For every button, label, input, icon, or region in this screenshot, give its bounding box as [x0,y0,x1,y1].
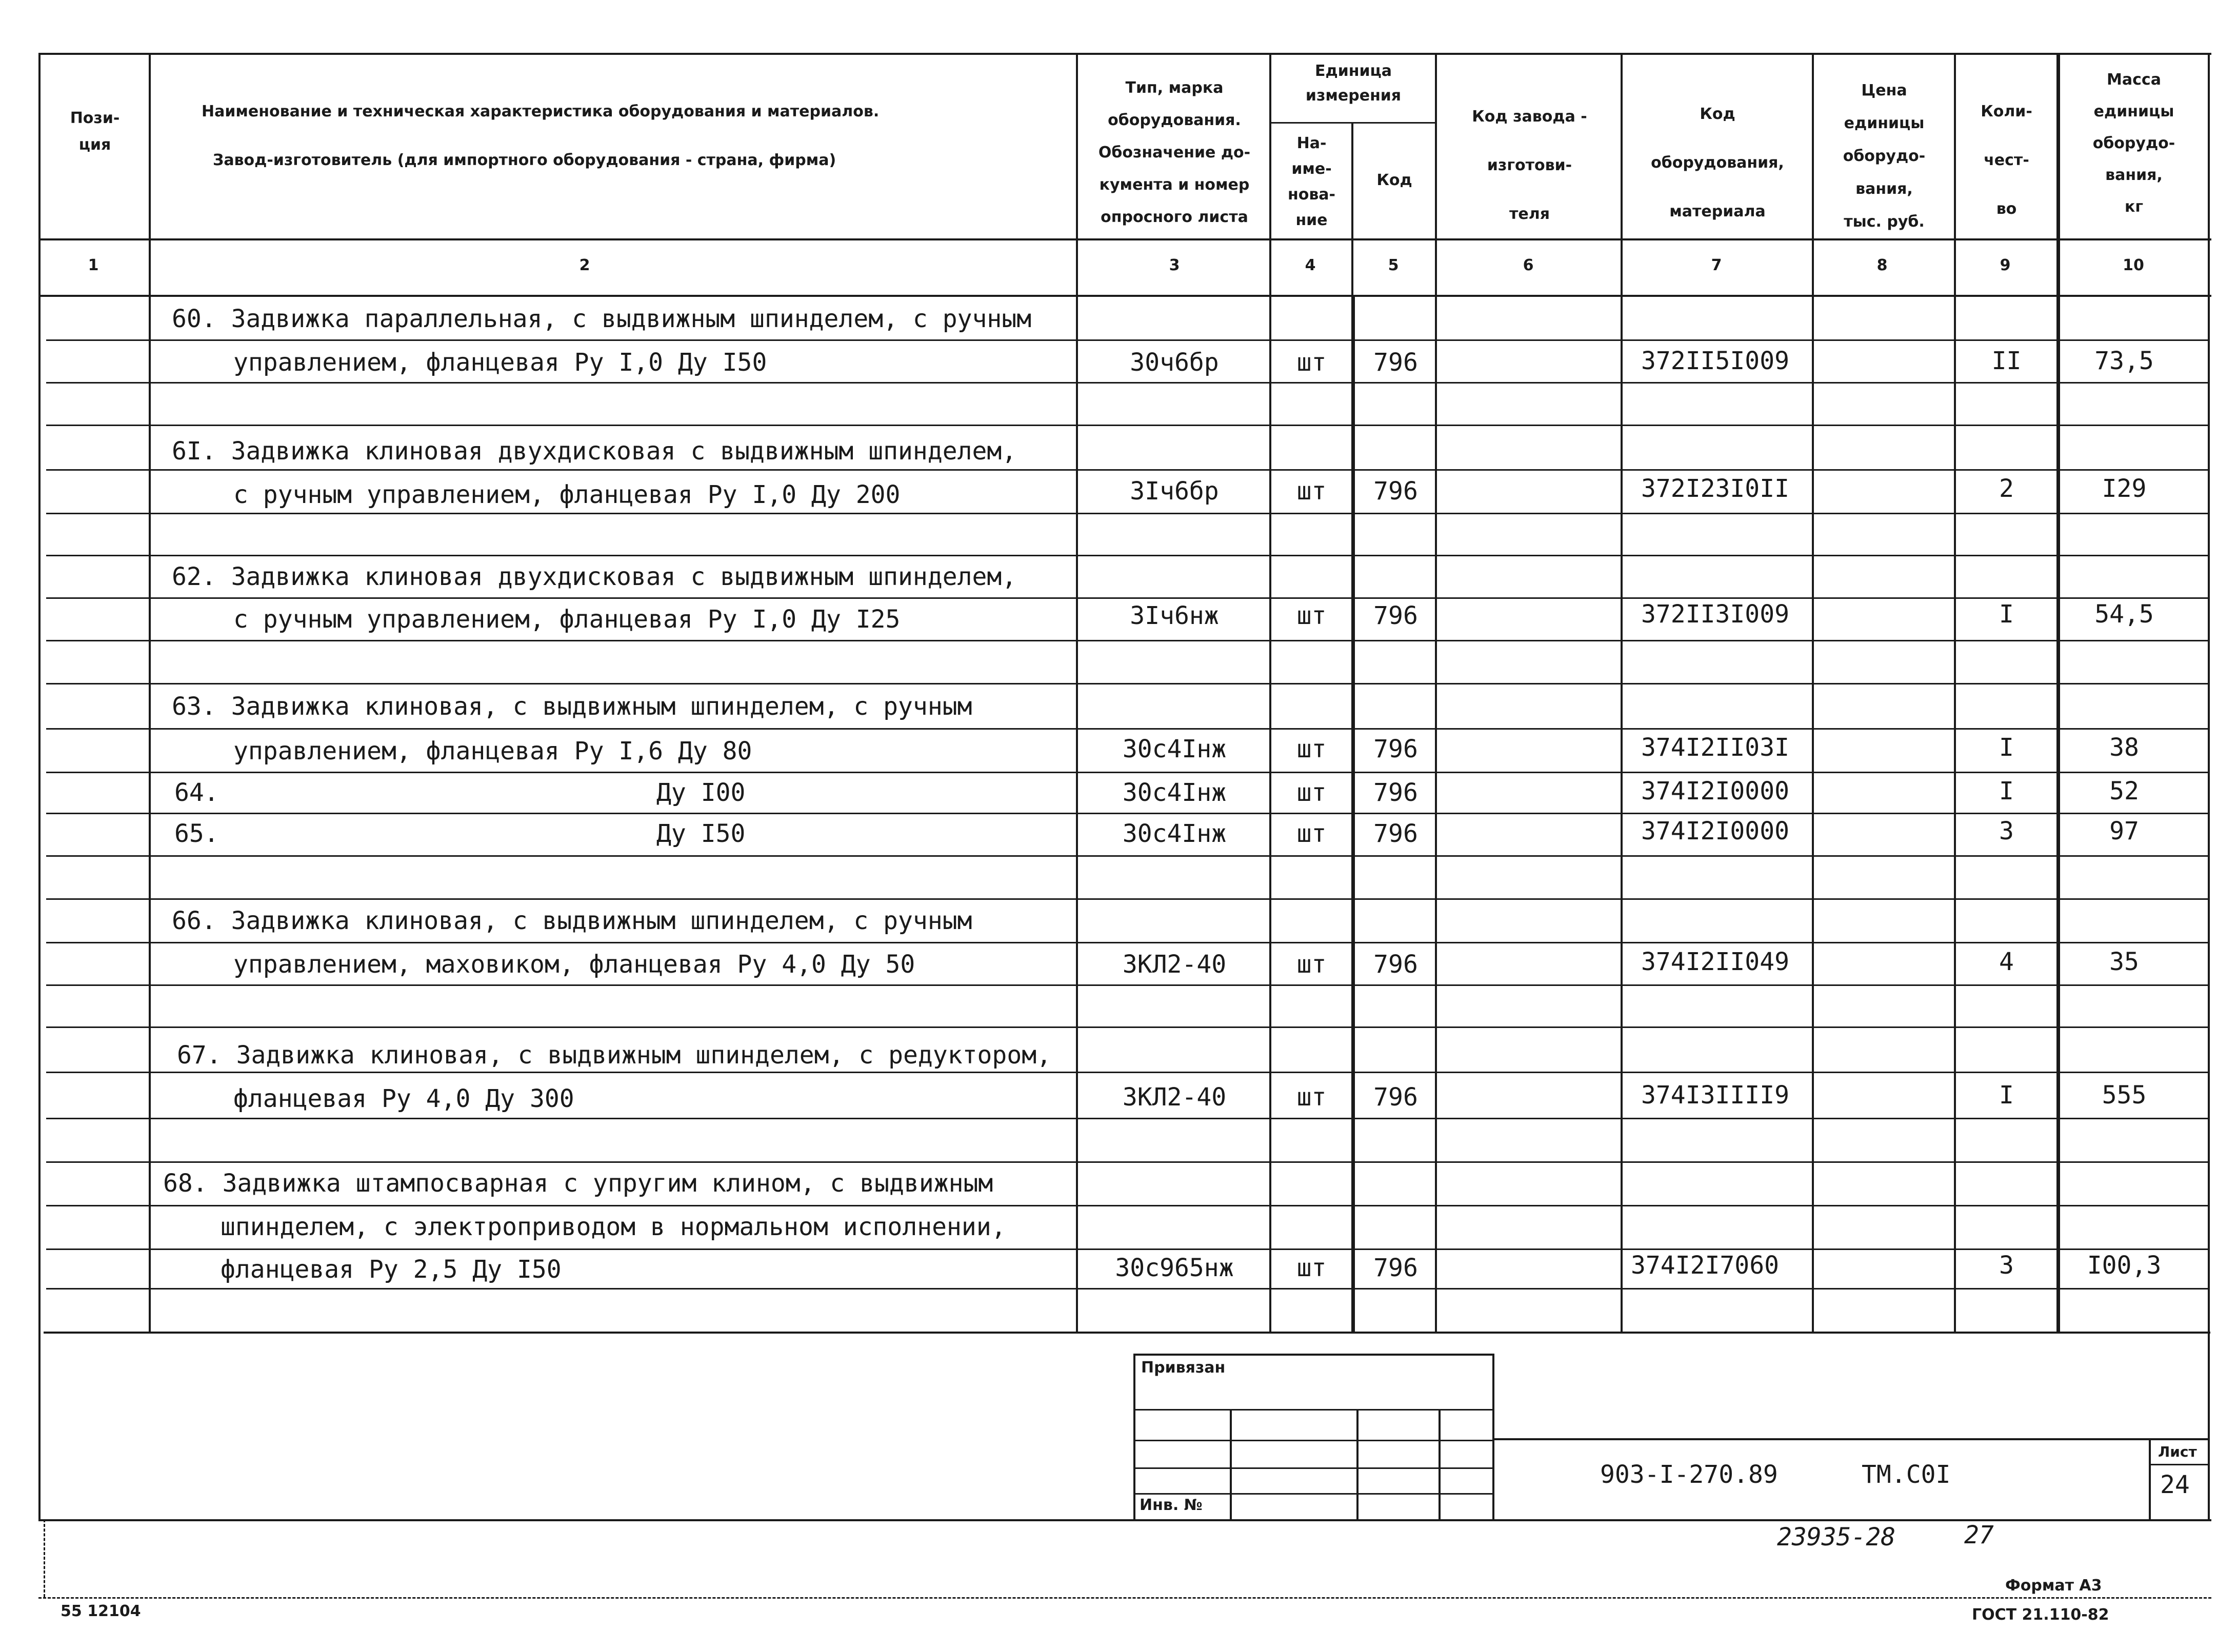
item-mass: 97 [2109,817,2139,845]
header-price: Цена единицы оборудо- вания, тыс. руб. [1843,82,1926,231]
item-mass: 38 [2109,733,2139,762]
item-quantity: 3 [1999,1251,2014,1280]
item-description: Ду I50 [656,819,746,848]
item-position: 65. [174,819,219,848]
item-type: ЗКЛ2-40 [1122,950,1227,979]
item-equipment-code: 374I2II03I [1641,733,1789,762]
item-description: 63. Задвижка клиновая, с выдвижным шпинделем, с ручным [172,692,972,721]
item-type: 30ч6бр [1130,348,1219,377]
item-unit-code: 796 [1373,950,1418,979]
item-unit: шт [1296,477,1327,506]
header-factory-code: Код завода - изготови- теля [1472,108,1587,223]
item-description: фланцевая Ру 4,0 Ду 300 [233,1084,574,1113]
item-mass: 54,5 [2094,600,2154,629]
item-unit-code: 796 [1373,778,1418,807]
item-description: шпинделем, с электроприводом в нормальном исполнении, [221,1213,1006,1241]
item-description: с ручным управлением, фланцевая Ру I,0 Ду 200 [233,480,901,509]
header-mass: Масса единицы оборудо- вания, кг [2092,71,2175,216]
item-equipment-code: 374I2I0000 [1641,777,1789,805]
col-number: 7 [1711,256,1722,274]
item-equipment-code: 372II3I009 [1641,600,1789,629]
item-quantity: I [1999,777,2014,805]
item-equipment-code: 374I2I7060 [1631,1251,1779,1280]
item-equipment-code: 374I2II049 [1641,948,1789,976]
header-quantity: Коли- чест- во [1981,103,2032,218]
header-type: Тип, марка оборудования. Обозначение до- кумента и номер опросного листа [1098,79,1251,226]
bottom-left-code: 55 12104 [61,1602,141,1620]
item-quantity: 3 [1999,817,2014,845]
item-quantity: I [1999,600,2014,629]
item-unit-code: 796 [1373,1254,1418,1282]
item-unit-code: 796 [1373,1083,1418,1112]
sheet-number: 24 [2160,1470,2190,1499]
document-number: 903-I-270.89 [1600,1460,1778,1489]
item-description: 68. Задвижка штампосварная с упругим клином, с выдвижным [163,1169,993,1198]
item-quantity: II [1991,347,2022,375]
col-number: 6 [1523,256,1534,274]
item-quantity: I [1999,733,2014,762]
col-number: 10 [2123,256,2144,274]
header-unit-group: Единица измерения [1305,62,1402,105]
col-number: 3 [1169,256,1180,274]
item-equipment-code: 374I3IIII9 [1641,1081,1789,1110]
item-mass: I00,3 [2087,1251,2162,1280]
header-position: Пози- ция [70,109,120,154]
item-description: фланцевая Ру 2,5 Ду I50 [221,1255,562,1284]
item-unit: шт [1296,735,1327,763]
item-unit: шт [1296,601,1327,630]
item-quantity: 4 [1999,948,2014,976]
sheet-label: Лист [2158,1443,2197,1460]
item-unit-code: 796 [1373,819,1418,848]
document-code: ТМ.С0I [1862,1460,1951,1489]
privyazan-label: Привязан [1141,1359,1226,1377]
archive-suffix: 27 [1964,1521,1994,1549]
item-description: 66. Задвижка клиновая, с выдвижным шпинделем, с ручным [172,906,972,935]
inventory-number-label: Инв. № [1140,1496,1203,1514]
col-number: 8 [1876,256,1888,274]
item-unit: шт [1296,1083,1327,1112]
item-mass: 73,5 [2094,347,2154,375]
item-mass: 52 [2109,777,2139,805]
item-mass: I29 [2102,474,2147,503]
archive-number: 23935-28 [1777,1523,1896,1552]
item-description: с ручным управлением, фланцевая Ру I,0 Ду I25 [233,605,901,634]
item-description: 6I. Задвижка клиновая двухдисковая с выдвижным шпинделем, [172,437,1017,466]
item-description: 62. Задвижка клиновая двухдисковая с выдвижным шпинделем, [172,562,1017,591]
item-type: 3Iч6нж [1130,601,1219,630]
item-equipment-code: 372II5I009 [1641,347,1789,375]
gost-label: ГОСТ 21.110-82 [1972,1606,2109,1624]
header-unit-name: На- име- нова- ние [1287,134,1336,229]
item-unit: шт [1296,950,1327,979]
item-equipment-code: 372I23I0II [1641,474,1789,503]
item-description: управлением, фланцевая Ру I,6 Ду 80 [233,737,752,765]
item-unit: шт [1296,1254,1327,1282]
item-unit: шт [1296,778,1327,807]
item-type: 30с4Iнж [1122,735,1227,763]
item-description: управлением, фланцевая Ру I,0 Ду I50 [233,348,767,377]
item-description: 60. Задвижка параллельная, с выдвижным шпинделем, с ручным [172,305,1032,333]
item-type: 30с4Iнж [1122,819,1227,848]
header-name-line1: Наименование и техническая характеристика оборудования и материалов. [202,103,880,120]
item-unit-code: 796 [1373,477,1418,506]
format-label: Формат А3 [2005,1577,2102,1595]
item-unit: шт [1296,348,1327,377]
item-unit-code: 796 [1373,735,1418,763]
col-number: 2 [579,256,590,274]
item-description: 67. Задвижка клиновая, с выдвижным шпинделем, с редуктором, [177,1041,1052,1070]
item-unit: шт [1296,819,1327,848]
col-number: 9 [2000,256,2011,274]
col-number: 5 [1388,256,1399,274]
item-mass: 35 [2109,948,2139,976]
item-mass: 555 [2102,1081,2147,1110]
item-unit-code: 796 [1373,348,1418,377]
item-type: 30с965нж [1115,1254,1234,1282]
item-description: Ду I00 [656,778,746,807]
item-equipment-code: 374I2I0000 [1641,817,1789,845]
item-type: 30с4Iнж [1122,778,1227,807]
item-type: 3Iч6бр [1130,477,1219,506]
header-unit-code: Код [1376,171,1412,189]
item-unit-code: 796 [1373,601,1418,630]
item-type: ЗКЛ2-40 [1122,1083,1227,1112]
item-description: управлением, маховиком, фланцевая Ру 4,0 Ду 50 [233,950,915,979]
header-name-line2: Завод-изготовитель (для импортного оборудования - страна, фирма) [213,151,836,169]
col-number: 4 [1305,256,1316,274]
item-quantity: 2 [1999,474,2014,503]
col-number: 1 [88,256,99,274]
item-quantity: I [1999,1081,2014,1110]
header-equipment-code: Код оборудования, материала [1651,105,1784,220]
item-position: 64. [174,778,219,807]
